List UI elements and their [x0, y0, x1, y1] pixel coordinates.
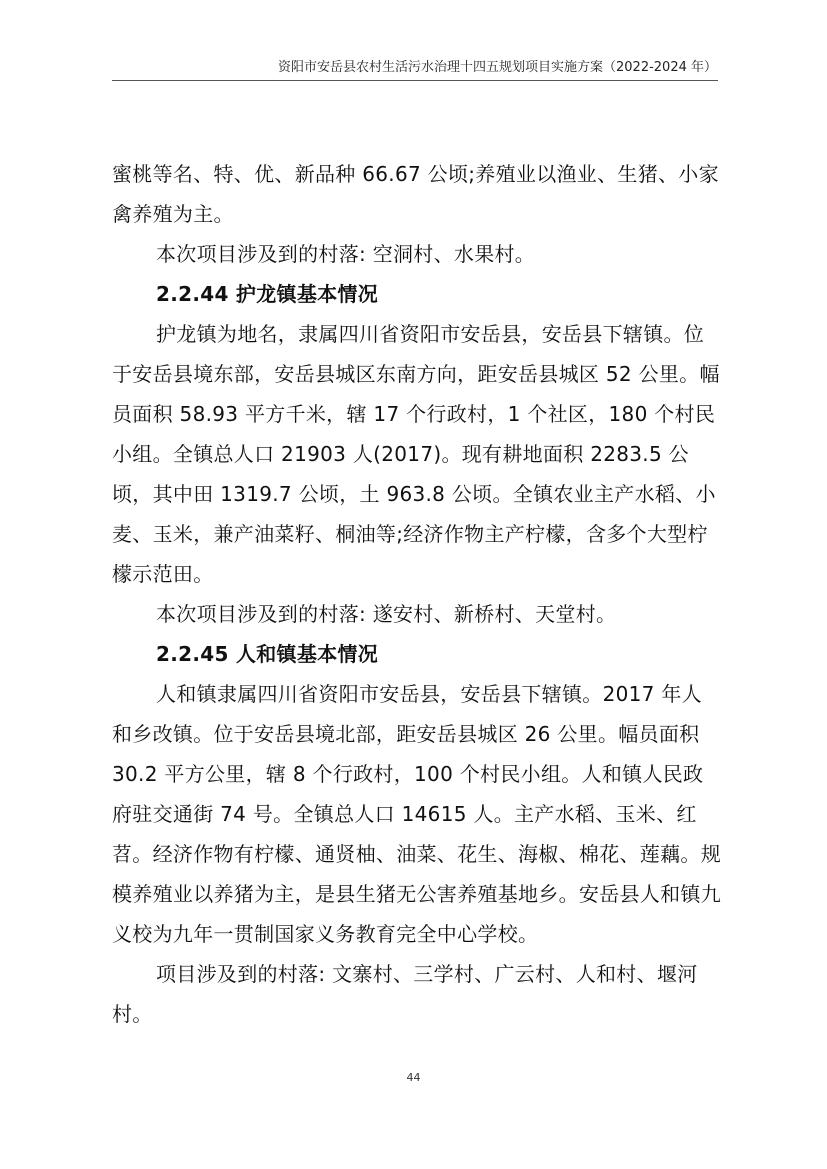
paragraph-villages-2: 本次项目涉及到的村落: 遂安村、新桥村、天堂村。: [156, 602, 617, 626]
document-body: [112, 154, 722, 1034]
paragraph-continued: 蜜桃等名、特、优、新品种 66.67 公顷;养殖业以渔业、生猪、小家禽养殖为主。: [112, 162, 719, 226]
running-header: 资阳市安岳县农村生活污水治理十四五规划项目实施方案（2022-2024 年）: [278, 60, 717, 75]
paragraph-hulong-town: 护龙镇为地名，隶属四川省资阳市安岳县，安岳县下辖镇。位于安岳县境东部，安岳县城区东南方向，距安岳县城区 52 公里。幅员面积 58.93 平方千米，辖 17 个行政村，1 个社区，180 个村民小组。全镇总人口 21903 人(2017)。现有耕地面积 2283.5 公顷，其中田 1319.7 公顷，土 963.8 公顷。全镇农业主产水稻、小麦、玉米，兼产油菜籽、桐油等;经济作物主产柠檬，含多个大型柠檬示范田。: [112, 322, 720, 586]
section-heading-2-2-44: 2.2.44 护龙镇基本情况: [156, 282, 379, 306]
section-heading-2-2-45: 2.2.45 人和镇基本情况: [156, 642, 379, 666]
paragraph-renhe-town: 人和镇隶属四川省资阳市安岳县，安岳县下辖镇。2017 年人和乡改镇。位于安岳县境北部，距安岳县城区 26 公里。幅员面积 30.2 平方公里，辖 8 个行政村，100 个村民小组。人和镇人民政府驻交通街 74 号。全镇总人口 14615 人。主产水稻、玉米、红苕。经济作物有柠檬、通贤柚、油菜、花生、海椒、棉花、莲藕。规模养殖业以养猪为主，是县生猪无公害养殖基地乡。安岳县人和镇九义校为九年一贯制国家义务教育完全中心学校。: [112, 682, 721, 946]
page-number: 44: [406, 1071, 421, 1084]
paragraph-villages-1: 本次项目涉及到的村落: 空洞村、水果村。: [156, 242, 536, 266]
header-divider: [112, 80, 718, 81]
paragraph-villages-3: 项目涉及到的村落: 文寨村、三学村、广云村、人和村、堰河村。: [112, 962, 698, 1026]
